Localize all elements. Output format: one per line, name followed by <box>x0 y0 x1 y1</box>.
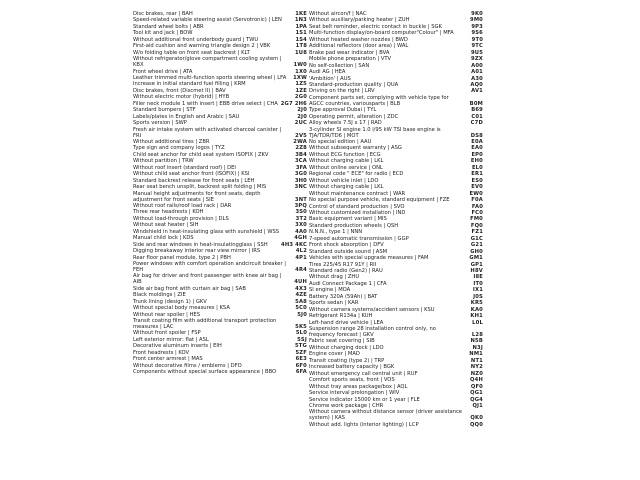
option-row <box>309 96 485 108</box>
option-description: N.N.N., type 1 | NNN <box>309 229 363 236</box>
option-description: Chrome work package | CHR <box>309 403 384 409</box>
option-description: Without vehicle inlet | LDO <box>309 177 379 184</box>
option-code: AQ0 <box>470 81 483 88</box>
option-code: B69 <box>471 107 483 114</box>
option-description: 7-speed automatic transmission | GGP <box>309 235 409 242</box>
option-code: 4L2 <box>295 248 307 255</box>
option-code: 9TC <box>471 43 483 50</box>
option-row <box>309 410 485 422</box>
option-code: 3NT <box>294 196 307 203</box>
option-row <box>133 192 309 204</box>
option-code: 1W0 <box>293 62 307 69</box>
option-code: 3S0 <box>295 209 307 216</box>
option-description: Without customized installation | IND <box>309 209 406 216</box>
option-code: 1Z5 <box>295 81 307 88</box>
option-code: NY2 <box>470 364 483 371</box>
option-description: Without charging cable | LKL <box>309 158 384 165</box>
option-description: Disc brakes, rear | BAH <box>133 11 193 17</box>
option-code: DS8 <box>470 132 483 139</box>
option-row <box>309 423 485 429</box>
option-code: QF0 <box>470 383 483 390</box>
option-code: E0A <box>471 138 483 145</box>
option-description: Engine cover | MAD <box>309 351 360 358</box>
option-description: Without refrigerator/glove compartment cooling system | KBX <box>133 56 282 69</box>
option-description: Increase in initial standard fuel filling | KRM <box>133 81 246 88</box>
option-code: 4A0 <box>295 228 307 235</box>
option-code: 9ZX <box>471 56 483 63</box>
option-row <box>133 262 309 274</box>
option-code: 5C0 <box>295 305 307 312</box>
option-description: No special edition | AAU <box>309 138 372 145</box>
option-code: 2UC <box>294 120 307 127</box>
option-code: GP1 <box>470 261 483 268</box>
option-description: Comfort sports seats, front | VOS <box>309 377 395 384</box>
option-description: Component parts set, complying with vehicle type for AGCC countries, variousparts | BLB <box>309 94 449 107</box>
option-row <box>133 319 309 331</box>
option-description: Without roof insert (standard roof) | DEI <box>133 164 236 171</box>
option-description: Without aircon/f | NAC <box>309 11 367 17</box>
option-code: 2J0 <box>297 107 307 114</box>
option-row <box>133 128 309 140</box>
option-description: Mobile phone preparation | VTV <box>309 56 392 63</box>
option-code: 9T0 <box>471 36 483 43</box>
option-description: Without ECG function | ECG <box>309 151 381 158</box>
option-description: Air bag for driver and front passenger with knee air bag | AIB <box>133 273 282 286</box>
option-code: 1ZE <box>295 87 307 94</box>
option-description: First-aid cushion and warning triangle design 2 | VBK <box>133 43 271 50</box>
option-code: FM0 <box>470 216 483 223</box>
option-description: Sports sedan | KAR <box>309 300 359 307</box>
option-description: Without electric motor (hybrid) | HYB <box>133 94 230 101</box>
option-code: 9K0 <box>471 11 483 17</box>
option-description: No self-collection | SAN <box>309 62 370 69</box>
option-code: NT1 <box>470 357 483 364</box>
option-description: Rear floor panel module, type 2 | PBH <box>133 254 231 261</box>
option-code: 5SJ <box>297 336 307 343</box>
option-description: Without partition | TRW <box>133 158 194 165</box>
option-code: KH1 <box>470 313 483 320</box>
option-description: Without maintenance contract | WAR <box>309 190 406 197</box>
option-code: IT0 <box>473 280 483 287</box>
option-description: Left exterior mirror: flat | ASL <box>133 336 209 343</box>
option-description: Without online service | ONL <box>309 164 383 171</box>
option-code: A00 <box>471 62 483 69</box>
option-description: Black moldings | ZIE <box>133 292 186 299</box>
option-code: G1C <box>470 235 483 242</box>
option-code: EA0 <box>471 145 483 152</box>
option-description: Operating permit, alteration | ZDC <box>309 113 399 120</box>
option-code: 5A8 <box>295 298 307 305</box>
option-description: Without decorative films / emblems | DFO <box>133 362 242 369</box>
option-code: 2WA <box>293 138 307 145</box>
option-code: 5K5 <box>295 323 307 330</box>
option-description: Front wheel drive | ATA <box>133 68 193 75</box>
option-description: Leather trimmed multi-function sports steering wheel | LFA <box>133 74 287 81</box>
option-description: Fabric seat covering | SIB <box>309 338 375 345</box>
option-description: Side and rear windows in heat-insulatingglass | SSH <box>133 241 268 248</box>
option-code: 1N3 <box>294 17 307 24</box>
option-description: Without rear spoiler | HES <box>133 311 200 318</box>
option-code: QG4 <box>470 396 483 403</box>
option-description: Without tray areas package/box | AQL <box>309 383 408 390</box>
option-description: Control of standard production | SVO <box>309 203 405 210</box>
option-row <box>133 370 309 376</box>
option-list-left <box>133 12 309 377</box>
option-code: GM1 <box>469 255 483 262</box>
option-code: L28 <box>471 332 483 339</box>
option-description: Sports version | SWP <box>133 120 187 127</box>
option-description: Windshield in heat-insulating glass with sunshield | WSS <box>133 228 280 235</box>
option-description: SI engine | MOA <box>309 287 351 294</box>
option-description: Child seat anchor for child seat system ISOFIX | ZKV <box>133 151 269 158</box>
option-description: Basic equipment variant | MIS <box>309 216 387 223</box>
option-description: Digging breakaway interior rear view mirror | IRS <box>133 248 261 255</box>
option-code: 4R4 <box>295 266 307 273</box>
option-code: 4UH <box>294 279 307 286</box>
option-code: 3X0 <box>295 222 307 229</box>
option-code: 3H0 <box>294 177 307 184</box>
option-code: A01 <box>471 69 483 76</box>
option-description: Disc brakes, front (Discmet II) | BAV <box>133 87 226 94</box>
option-code: 5J0 <box>297 311 307 318</box>
option-code: NZ0 <box>470 370 483 377</box>
option-code: 3FA <box>295 164 307 171</box>
option-description: Type approval Dubai | TYL <box>309 107 377 114</box>
option-description: Transit coating film with additional transport protection measures | LAC <box>133 318 277 330</box>
option-code: C7D <box>470 120 483 127</box>
option-code: QK0 <box>470 415 483 422</box>
option-code: EH0 <box>470 158 483 165</box>
option-description: Suspension range 28 installation control only, no frequency forecast | GKV <box>309 326 436 339</box>
option-code: KA0 <box>470 306 483 313</box>
option-code: 2J0 <box>297 113 307 120</box>
option-description: Front headrests | KOV <box>133 349 190 356</box>
option-description: Front shock absorption | DFV <box>309 242 384 249</box>
option-code: 2Z8 <box>295 145 307 152</box>
option-description: Brake pad wear indicator | BVA <box>309 49 390 56</box>
option-description: Without subsequent warranty | ASG <box>309 145 402 152</box>
option-description: Without camera systems/accident sensors | KSU <box>309 306 435 313</box>
option-description: Power windows with comfort operation andcircuit breaker | FEH <box>133 261 287 273</box>
option-code: 5ZF <box>295 349 307 356</box>
option-description: Multi-function display/on-board computer"Colour" | MFA <box>309 30 454 37</box>
document-page <box>133 12 485 472</box>
option-code: 4H3 4KC <box>281 241 307 248</box>
option-code: 1PA <box>295 23 307 30</box>
option-row <box>133 274 309 286</box>
option-description: Without roof rails/roof load rack | DAR <box>133 202 232 209</box>
option-description: 3-cylinder SI engine 1.0 l/95 kW TSI base engine is TJA/TDR/TD6 | MOT <box>309 126 441 139</box>
option-code: 3CA <box>294 158 307 165</box>
option-description: Additional reflectors (door area) | WAL <box>309 43 409 50</box>
option-code: A30 <box>471 75 483 82</box>
option-description: Without additional front underbody guard | TWU <box>133 36 259 43</box>
option-row <box>133 57 309 69</box>
option-code: 2V5 <box>295 132 307 139</box>
option-row <box>309 128 485 140</box>
option-description: Without camera without distance sensor (driver assistance system) | KAS <box>309 409 462 422</box>
option-code: 3NC <box>294 184 307 191</box>
option-code: 2G7 2H6 <box>280 100 307 107</box>
option-code: 1XW <box>293 74 307 81</box>
option-description: Audi AG | HEA <box>309 69 346 76</box>
option-code: FA0 <box>471 203 483 210</box>
option-description: Standard radio (Gen2) | RAU <box>309 268 383 275</box>
option-code: 5L0 <box>295 330 307 337</box>
option-code: F0A <box>471 197 483 204</box>
option-code: EV0 <box>471 184 483 191</box>
option-code: KR5 <box>470 300 483 307</box>
option-list-right <box>309 12 485 429</box>
option-code: EP0 <box>471 151 483 158</box>
option-description: Battery 320A (59Ah) | BAT <box>309 293 378 300</box>
option-code: 1U8 <box>294 49 307 56</box>
option-description: Without heated washer nozzles | BWD <box>309 36 408 43</box>
option-description: Rear seat bench unsplit, backrest split folding | MIS <box>133 184 267 191</box>
option-description: Filler neck module 1 with insert | EBB drive select | CHA <box>133 100 278 107</box>
option-code: 6E3 <box>295 356 307 363</box>
option-code: 1S4 <box>295 36 307 43</box>
option-description: Tool kit and jack | BOW <box>133 30 193 37</box>
option-code: 3T2 <box>295 215 307 222</box>
option-code: QQ0 <box>469 421 483 428</box>
option-code: EL0 <box>471 164 483 171</box>
option-description: Decorative aluminum inserts | EIH <box>133 343 222 350</box>
option-description: Manual child lock | KDS <box>133 235 194 242</box>
option-code: FQ0 <box>470 222 483 229</box>
option-code: N5B <box>470 338 483 345</box>
option-description: Without drag | ZHU <box>309 274 360 281</box>
option-code: QJ1 <box>472 403 483 409</box>
option-description: Standard wheel bolts | ABR <box>133 23 204 30</box>
option-code: 6FA <box>295 369 307 376</box>
option-description: Without auxiliary/parking heater | ZUH <box>309 17 410 24</box>
option-description: Driving on the right | LRV <box>309 88 375 95</box>
option-description: Without load-through provision | DLS <box>133 215 229 222</box>
option-description: Fresh air intake system with activated charcoal canister | FRI <box>133 126 282 139</box>
option-description: Transit coating (type 2) | TRP <box>309 357 385 364</box>
option-description: Without front spoiler | FSP <box>133 330 201 337</box>
option-code: ES0 <box>471 177 483 184</box>
option-code: 9S6 <box>471 30 483 37</box>
option-code: 1X0 <box>295 68 307 75</box>
option-description: Service interval prolongation | WIV <box>309 390 400 397</box>
option-description: W/o folding table on front seat backrest | KLT <box>133 49 250 56</box>
option-description: Without special body measures | KSA <box>133 305 230 312</box>
option-description: Without additional tires | ZBR <box>133 138 210 145</box>
option-code: FZ1 <box>471 229 483 236</box>
option-code: 3PQ <box>294 202 307 209</box>
option-description: Side air bag front with curtain air bag | SAB <box>133 285 246 292</box>
option-description: Standard-production quality | QUA <box>309 81 399 88</box>
option-description: Without charging dock | LDO <box>309 344 384 351</box>
option-description: No special purpose vehicle, standard equipment | FZE <box>309 197 450 204</box>
option-code: 5TG <box>294 343 307 350</box>
option-description: Front center armrest | MAS <box>133 356 203 363</box>
option-code: 9U5 <box>470 49 483 56</box>
option-code: 3B4 <box>295 151 307 158</box>
option-description: Without child seat anchor front (ISOFIX) | KSI <box>133 171 250 178</box>
option-code: Q4H <box>470 377 483 384</box>
option-code: 2G0 <box>294 94 307 101</box>
option-row <box>309 327 485 339</box>
option-code: L0L <box>472 319 483 326</box>
option-description: Standard production wheels | QSH <box>309 222 399 229</box>
option-description: Standard bumpers | STF <box>133 107 196 114</box>
option-description: Without emergency call central unit | RUF <box>309 370 418 377</box>
option-description: Trunk lining (design 1) | GKV <box>133 298 207 305</box>
option-description: Three rear headrests | KOH <box>133 209 204 216</box>
option-code: C01 <box>471 113 483 120</box>
option-code: 4P1 <box>295 254 307 261</box>
option-code: N3J <box>472 344 483 351</box>
option-description: Standard backrest release for front seats | LEH <box>133 177 255 184</box>
option-code: 4GH <box>294 235 307 242</box>
option-code: 1T8 <box>295 43 307 50</box>
option-code: 6F0 <box>295 362 307 369</box>
option-code: IX1 <box>472 287 483 294</box>
option-description: Regional code " ECE" for radio | ECD <box>309 171 404 178</box>
option-code: 9P3 <box>471 23 483 30</box>
option-code: 9M0 <box>470 17 483 24</box>
option-description: Seat belt reminder, electric contact in buckle | SGK <box>309 23 442 30</box>
option-description: Left-hand drive vehicle | LEA <box>309 319 384 326</box>
option-description: Alloy wheels 7.5J x 17 | RAD <box>309 120 382 127</box>
option-description: Without charging cable | LKL <box>309 184 384 191</box>
option-description: Refrigerant R134a | KUH <box>309 313 373 320</box>
option-code: J0S <box>473 293 483 300</box>
option-code: H8V <box>470 268 483 275</box>
option-description: Speed-related variable steering assist (Servotronic) | LEN <box>133 17 282 24</box>
option-code: FC0 <box>471 209 483 216</box>
option-description: Type sign and company logos | TYZ <box>133 145 225 152</box>
option-code: QG1 <box>470 390 483 397</box>
option-code: B0M <box>469 100 483 107</box>
option-code: G21 <box>470 242 483 249</box>
option-description: Tires 225/45 R17 91Y | RII <box>309 261 377 268</box>
option-code: 1KE <box>295 11 307 17</box>
option-code: 1S1 <box>295 30 307 37</box>
option-code: EW0 <box>469 190 483 197</box>
option-description: Manual height adjustments for front seats, depth adjustment for front seats | SIE <box>133 190 261 203</box>
option-code: 4ZE <box>295 292 307 299</box>
option-description: Audi Connect Package 1 | CFA <box>309 280 387 287</box>
option-description: Standard outside sound | ASM <box>309 248 388 255</box>
option-description: Increased battery capacity | BGK <box>309 364 395 371</box>
option-description: Without add. lights (interior lighting) | LCP <box>309 421 419 428</box>
option-code: GH0 <box>470 248 483 255</box>
option-description: Components without special surface appearance | BBO <box>133 369 277 376</box>
option-description: Without seat heater | SIH <box>133 222 199 229</box>
option-description: Vehicles with special upgrade measures | FAM <box>309 255 429 262</box>
option-code: ER1 <box>471 171 483 178</box>
option-code: I8E <box>473 274 483 281</box>
option-code: 4X3 <box>295 285 307 292</box>
option-code: NM1 <box>469 351 483 358</box>
option-description: 'Ambition' | AUS <box>309 75 351 82</box>
option-code: 3G0 <box>294 171 307 178</box>
option-description: Labels/plates in English and Arabic | SAU <box>133 113 240 120</box>
option-code: AV1 <box>471 88 483 95</box>
option-description: Service indicator 15000 km or 1 year | FLE <box>309 396 420 403</box>
